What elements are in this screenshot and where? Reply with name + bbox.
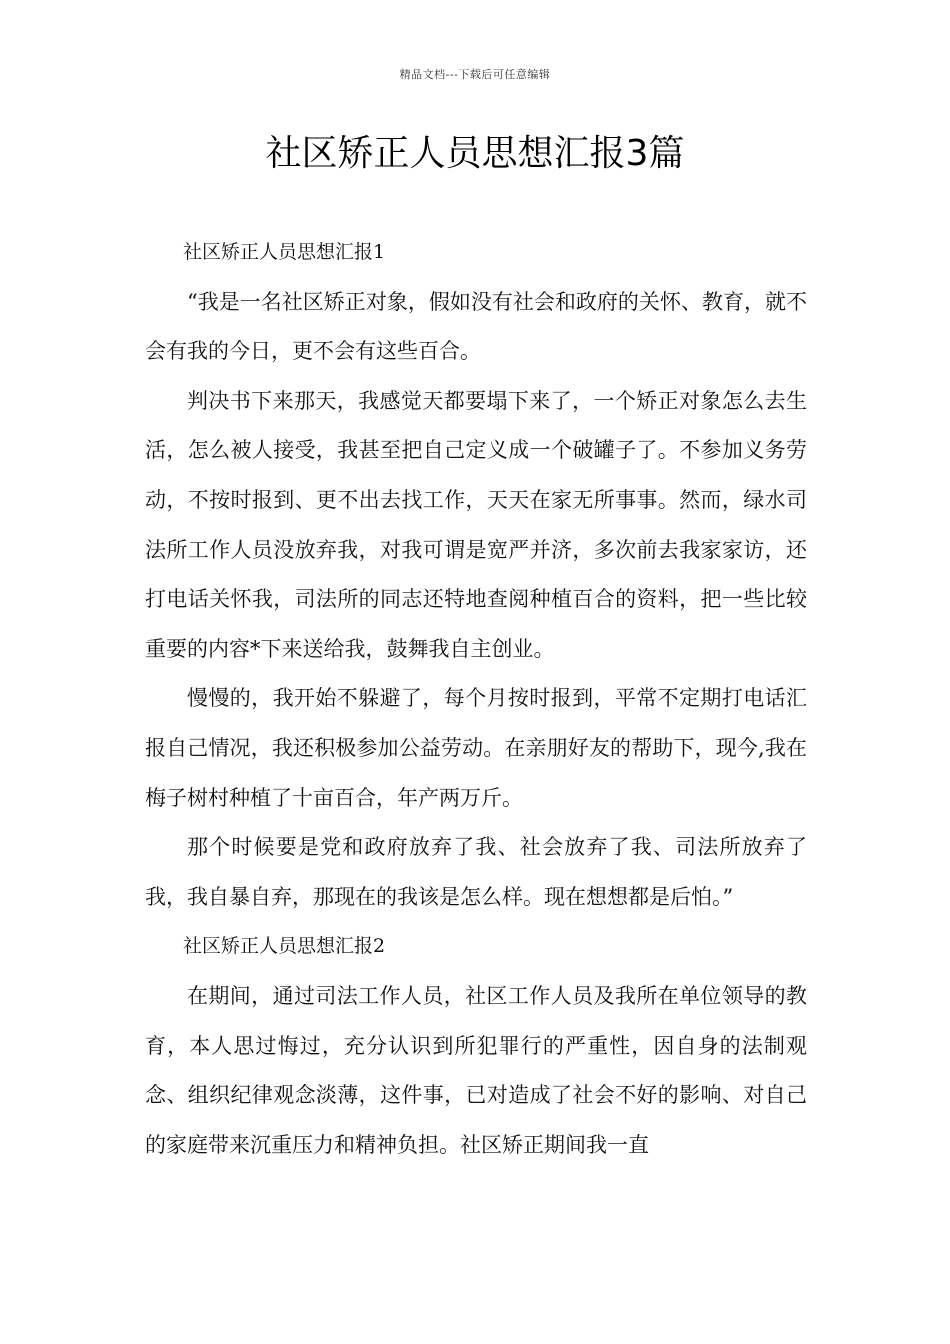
body-paragraph: 慢慢的，我开始不躲避了，每个月按时报到，平常不定期打电话汇报自己情况，我还积极参加公益劳动。在亲朋好友的帮助下，现今,我在梅子树村种植了十亩百合，年产两万斤。 xyxy=(145,686,807,810)
section-heading: 社区矫正人员思想汇报2 xyxy=(183,935,386,958)
body-paragraph: 在期间，通过司法工作人员，社区工作人员及我所在单位领导的教育，本人思过悔过，充分认识到所犯罪行的严重性，因自身的法制观念、组织纪律观念淡薄，这件事，已对造成了社会不好的影响、对自己的家庭带来沉重压力和精神负担。社区矫正期间我一直 xyxy=(145,983,807,1157)
document-body xyxy=(145,228,807,1170)
document-title: 社区矫正人员思想汇报3篇 xyxy=(265,133,685,174)
body-paragraph: “我是一名社区矫正对象，假如没有社会和政府的关怀、教育，就不会有我的今日，更不会有这些百合。 xyxy=(145,289,807,364)
header-note: 精品文档---下载后可任意编辑 xyxy=(399,68,551,81)
body-paragraph: 那个时候要是党和政府放弃了我、社会放弃了我、司法所放弃了我，我自暴自弃，那现在的我该是怎么样。现在想想都是后怕。” xyxy=(145,835,807,909)
section-heading: 社区矫正人员思想汇报1 xyxy=(183,241,386,263)
body-paragraph: 判决书下来那天，我感觉天都要塌下来了，一个矫正对象怎么去生活，怎么被人接受，我甚至把自己定义成一个破罐子了。不参加义务劳动，不按时报到、更不出去找工作，天天在家无所事事。然而，绿水司法所工作人员没放弃我，对我可谓是宽严并济，多次前去我家家访，还打电话关怀我，司法所的同志还特地查阅种植百合的资料，把一些比较重要的内容*下来送给我，鼓舞我自主创业。 xyxy=(145,388,807,661)
